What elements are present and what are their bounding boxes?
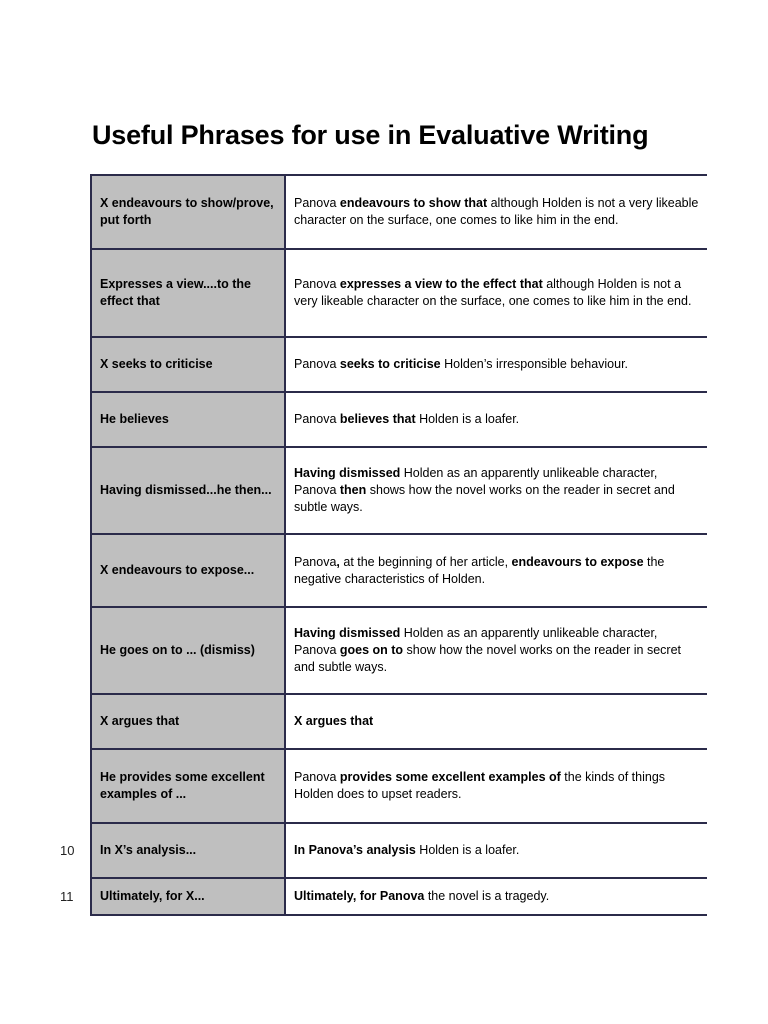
table-row	[91, 694, 707, 749]
example-bold-text: In Panova’s analysis	[294, 843, 416, 857]
example-text: Panova	[294, 770, 340, 784]
table-row	[91, 534, 707, 607]
example-text: Panova	[294, 196, 340, 210]
example-text: Holden’s irresponsible behaviour.	[440, 357, 629, 371]
example-bold-text: endeavours to show that	[339, 196, 488, 210]
example-text: Panova	[294, 554, 337, 569]
table-row	[91, 392, 707, 447]
example-text: Holden is a loafer.	[415, 412, 520, 426]
example-cell	[285, 749, 707, 823]
example-text: the kinds of things Holden does to upset readers.	[294, 770, 666, 801]
phrase-cell: X seeks to criticise	[91, 337, 285, 392]
example-bold-text: believes that	[339, 412, 416, 426]
phrase-cell: Having dismissed...he then...	[91, 447, 285, 534]
example-cell	[285, 694, 707, 749]
example-text: Holden as an apparently unlikeable character, Panova	[294, 466, 658, 497]
phrase-cell: In X’s analysis...	[91, 823, 285, 878]
phrase-cell: X argues that	[91, 694, 285, 749]
example-bold-text: Having dismissed	[294, 466, 401, 480]
phrase-cell: X endeavours to expose...	[91, 534, 285, 607]
table-row	[91, 749, 707, 823]
example-cell	[285, 607, 707, 694]
row-number: 10	[60, 842, 75, 858]
example-text: Panova	[294, 357, 340, 371]
example-text: the negative characteristics of Holden.	[294, 554, 665, 586]
phrases-table	[90, 174, 707, 916]
example-text: show how the novel works on the reader in secret and subtle ways.	[294, 643, 682, 674]
example-text: Holden is a loafer.	[415, 843, 520, 857]
phrase-cell: Expresses a view....to the effect that	[91, 249, 285, 337]
example-bold-text: ,	[336, 554, 340, 569]
example-text: Holden as an apparently unlikeable character, Panova	[294, 626, 658, 657]
example-bold-text: seeks to criticise	[339, 357, 441, 371]
example-cell	[285, 823, 707, 878]
example-cell	[285, 337, 707, 392]
example-cell	[285, 249, 707, 337]
table-row	[91, 447, 707, 534]
example-bold-text: Having dismissed	[294, 626, 401, 640]
example-cell	[285, 392, 707, 447]
example-text: at the beginning of her article,	[339, 554, 512, 569]
page-title: Useful Phrases for use in Evaluative Writing	[92, 120, 649, 150]
table-row	[91, 607, 707, 694]
example-bold-text: provides some excellent examples of	[339, 770, 561, 784]
example-bold-text: X argues that	[294, 714, 374, 728]
phrase-cell: He provides some excellent examples of ...	[91, 749, 285, 823]
table-row	[91, 175, 707, 249]
example-bold-text: goes on to	[339, 643, 404, 657]
example-text: shows how the novel works on the reader in secret and subtle ways.	[294, 483, 675, 514]
phrase-cell: Ultimately, for X...	[91, 878, 285, 915]
example-bold-text: expresses a view to the effect that	[339, 277, 543, 291]
example-bold-text: endeavours to expose	[511, 554, 644, 569]
phrase-cell: X endeavours to show/prove, put forth	[91, 175, 285, 249]
example-bold-text: then	[339, 483, 367, 497]
example-text: although Holden is not a very likeable character on the surface, one comes to like him in the end.	[294, 277, 692, 308]
example-bold-text: Ultimately, for Panova	[294, 889, 425, 903]
phrases-table-body	[91, 175, 707, 915]
phrase-cell: He goes on to ... (dismiss)	[91, 607, 285, 694]
example-cell	[285, 534, 707, 607]
table-row	[91, 823, 707, 878]
row-number: 11	[60, 888, 74, 904]
example-text: Panova	[294, 277, 340, 291]
example-cell	[285, 175, 707, 249]
example-cell	[285, 447, 707, 534]
table-row	[91, 249, 707, 337]
table-row	[91, 337, 707, 392]
table-row	[91, 878, 707, 915]
phrase-cell: He believes	[91, 392, 285, 447]
example-text: although Holden is not a very likeable character on the surface, one comes to like him in the end.	[294, 196, 699, 227]
example-text: Panova	[294, 412, 340, 426]
example-cell	[285, 878, 707, 915]
example-text: the novel is a tragedy.	[424, 889, 550, 903]
